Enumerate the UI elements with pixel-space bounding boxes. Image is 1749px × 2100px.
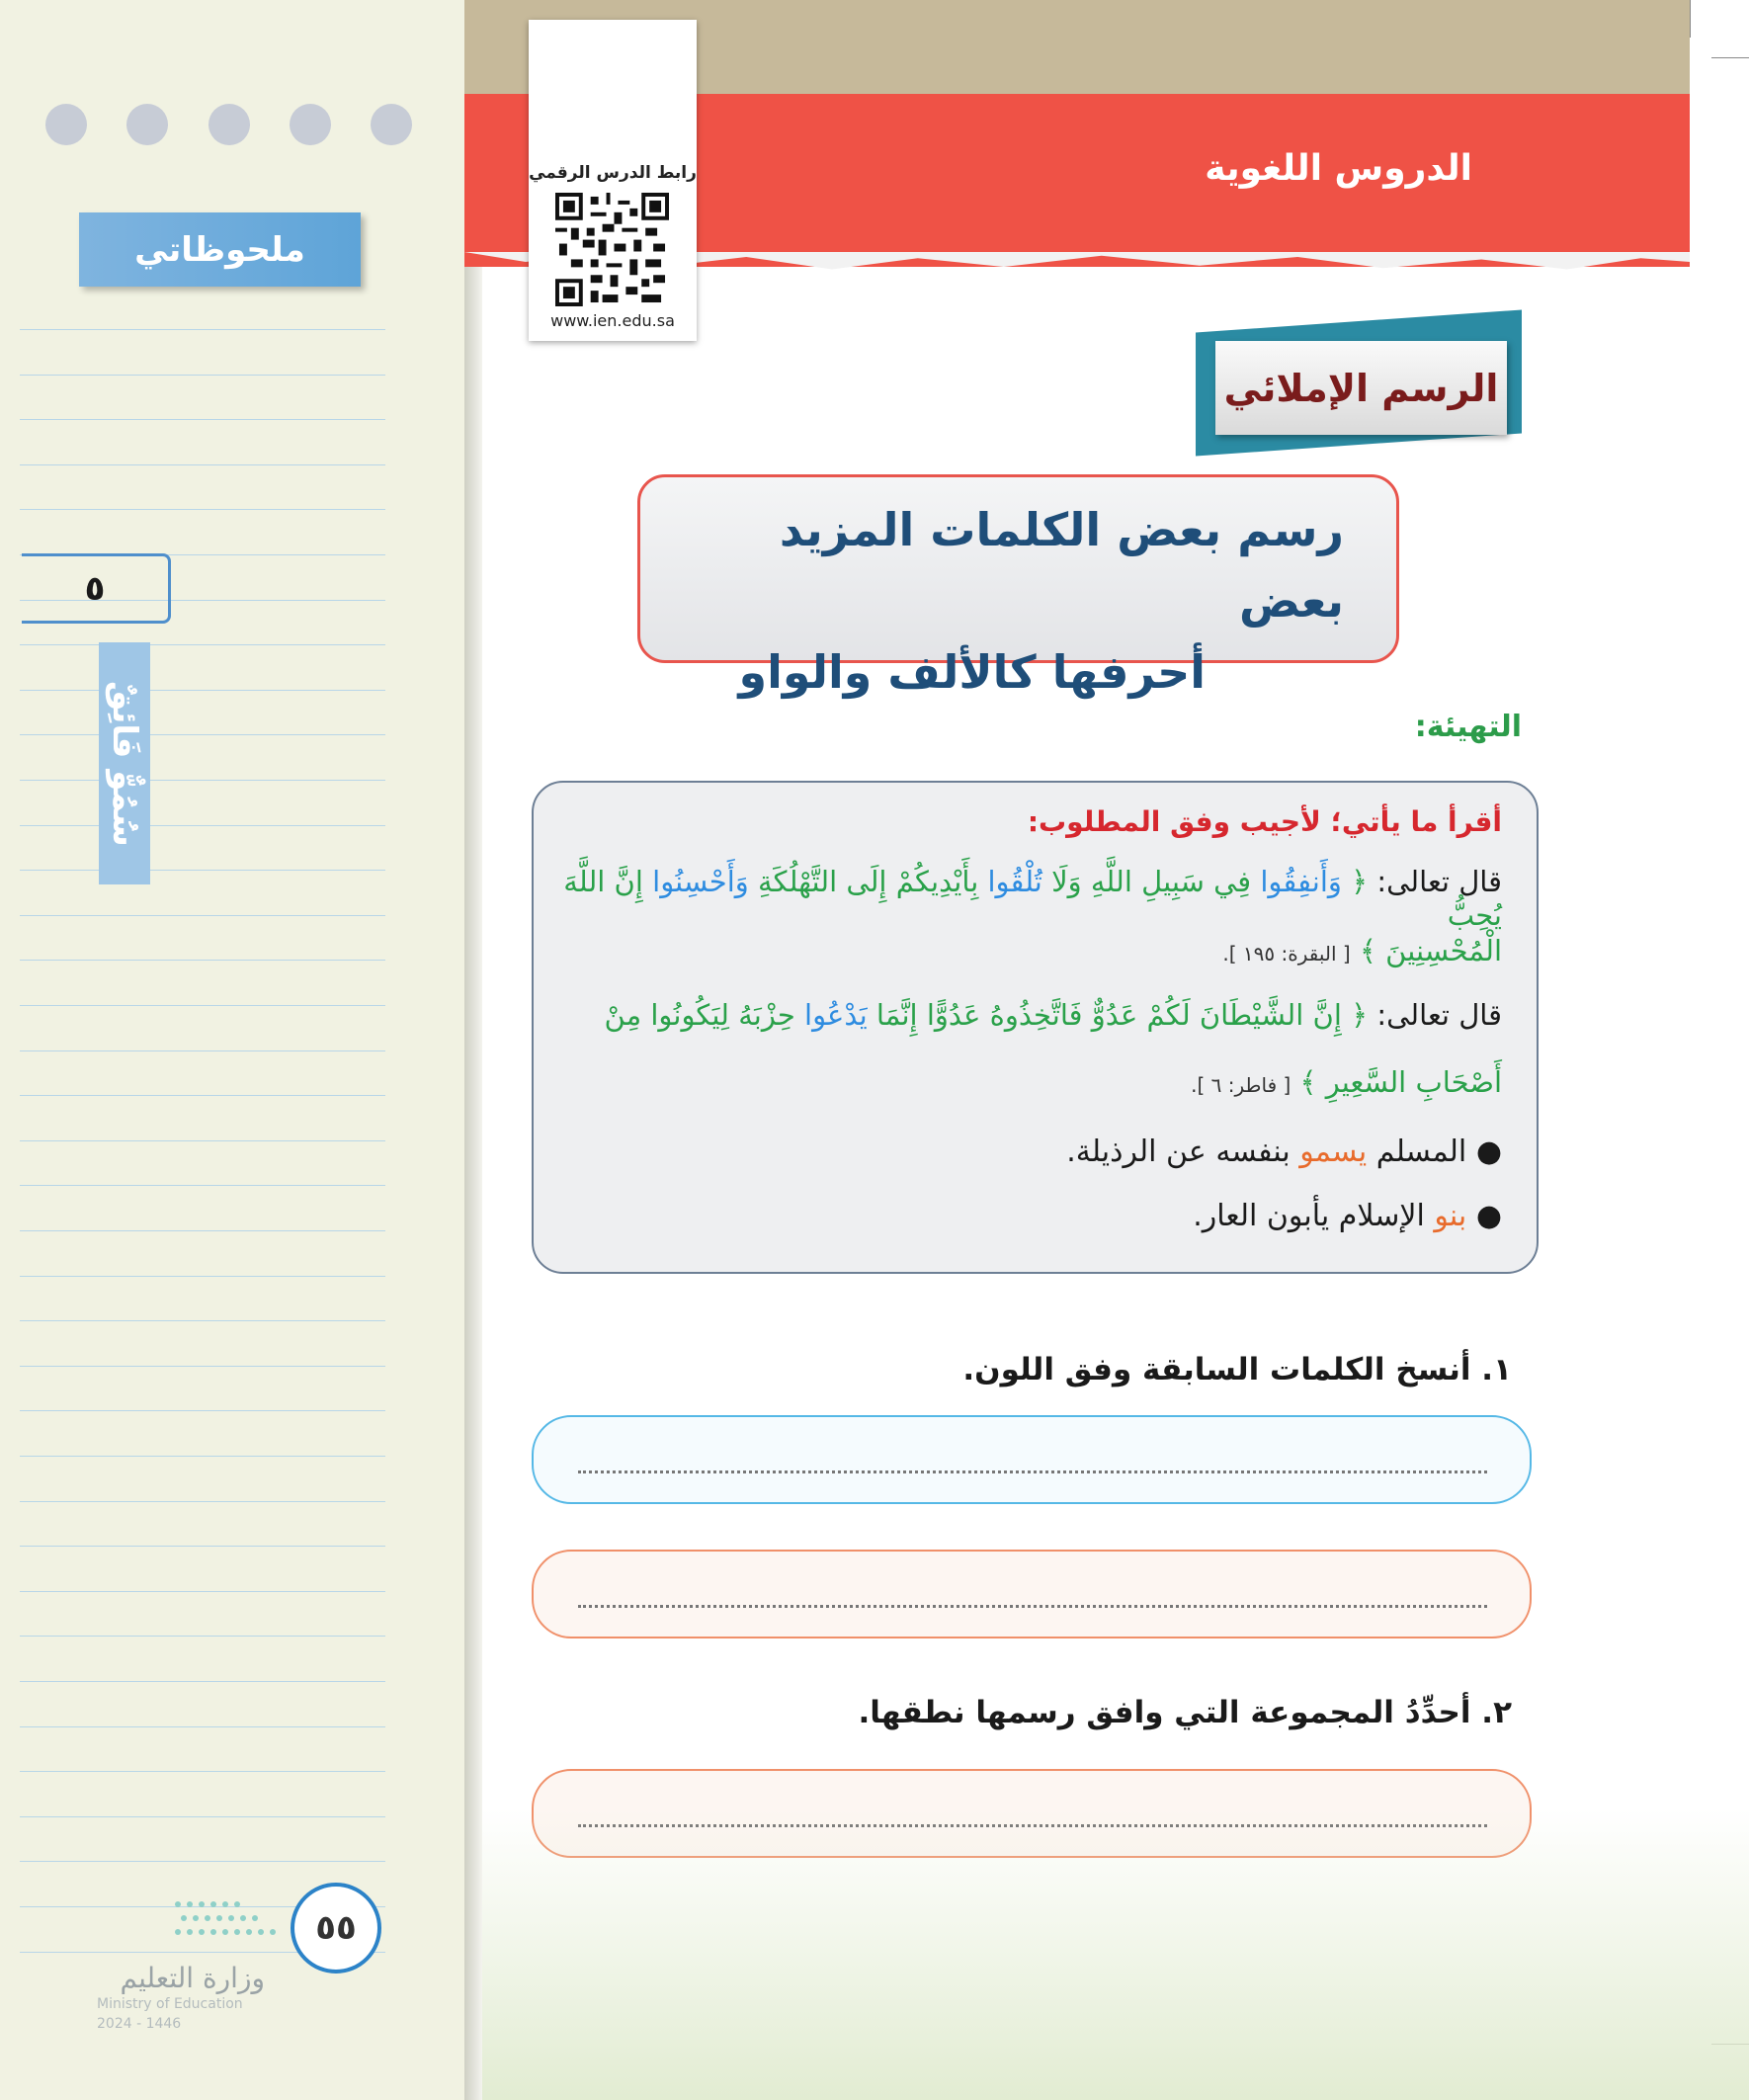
note-line [20, 329, 385, 330]
note-line [20, 870, 385, 871]
note-line [20, 375, 385, 376]
note-line [20, 1005, 385, 1006]
lesson-title [692, 494, 1344, 699]
sidebar-fold-shadow [464, 0, 482, 2100]
note-line [20, 1636, 385, 1637]
note-line [20, 690, 385, 691]
qr-url[interactable]: www.ien.edu.sa [550, 311, 675, 330]
note-line [20, 1456, 385, 1457]
warmup-label: التهيئة: [1414, 710, 1522, 744]
ministry-name-en: Ministry of Education [97, 1996, 243, 2012]
crop-mark [1711, 57, 1749, 58]
topic-badge: الرسم الإملائي [1215, 341, 1507, 435]
note-line [20, 1861, 385, 1862]
question-1: ١. أنسخ الكلمات السابقة وفق اللون. [962, 1352, 1512, 1387]
bullet-item-2: ● بنو الإسلام يأبون العار. [1193, 1199, 1502, 1233]
note-line [20, 734, 385, 735]
verse-2-line-2: أَصْحَابِ السَّعِيرِ ﴾ [ فاطر: ٦ ]. [1191, 1065, 1502, 1099]
note-line [20, 960, 385, 961]
note-line [20, 644, 385, 645]
note-line [20, 1230, 385, 1231]
note-line [20, 1546, 385, 1547]
note-line [20, 780, 385, 781]
note-line [20, 1681, 385, 1682]
note-line [20, 825, 385, 826]
edition-year: 2024 - 1446 [97, 2016, 182, 2032]
ministry-name-ar: وزارة التعليم [120, 1962, 265, 1994]
verse-1-line-2: الْمُحْسِنِينَ ﴾ [ البقرة: ١٩٥ ]. [1222, 934, 1502, 967]
lesson-title-line-2: أحرفها كالألف والواو [738, 645, 1206, 699]
verse-2-citation: [ فاطر: ٦ ]. [1191, 1073, 1291, 1097]
verse-1-citation: [ البقرة: ١٩٥ ]. [1222, 942, 1351, 966]
bullet-item-1: ● المسلم يسمو بنفسه عن الرذيلة. [1066, 1134, 1502, 1169]
qr-caption: رابط الدرس الرقمي [529, 163, 697, 183]
unit-number: ٥ [22, 553, 171, 624]
note-line [20, 1140, 385, 1141]
bullet-icon: ● [1475, 1199, 1502, 1233]
answer-dotted-line [578, 1451, 1487, 1473]
note-line [20, 1410, 385, 1411]
note-line [20, 1276, 385, 1277]
verse-2-line-1: قال تعالى: ﴿ إِنَّ الشَّيْطَانَ لَكُمْ عَدُوٌّ فَاتَّخِذُوهُ عَدُوًّا إِنَّمَا يَدْعُوا حِزْبَهُ لِيَكُونُوا مِنْ [604, 998, 1502, 1032]
lesson-title-line-1: رسم بعض الكلمات المزيد بعض [779, 503, 1344, 628]
binder-hole [126, 104, 168, 145]
section-title: الدروس اللغوية [1205, 148, 1472, 189]
verse-1-line-1: قال تعالى: ﴿ وَأَنفِقُوا فِي سَبِيلِ اللَّهِ وَلَا تُلْقُوا بِأَيْدِيكُمْ إِلَى التَّهْلُكَةِ وَأَحْسِنُوا إِنَّ اللَّهَ يُحِبُّ [563, 865, 1502, 932]
unit-title: سُمُوٌّ فَائِقٌ [105, 680, 144, 847]
question-2: ٢. أحدِّدُ المجموعة التي وافق رسمها نطقها. [858, 1695, 1512, 1730]
note-line [20, 1816, 385, 1817]
ministry-logo-dots-icon [168, 1892, 287, 1952]
answer-dotted-line [578, 1585, 1487, 1608]
bullet-icon: ● [1475, 1134, 1502, 1169]
note-line [20, 1320, 385, 1321]
note-line [20, 419, 385, 420]
note-line [20, 1591, 385, 1592]
note-line [20, 1095, 385, 1096]
reading-instruction: أقرأ ما يأتي؛ لأجيب وفق المطلوب: [1027, 805, 1502, 838]
qr-code-icon[interactable] [555, 193, 669, 306]
note-line [20, 464, 385, 465]
binder-hole [371, 104, 412, 145]
note-line [20, 1501, 385, 1502]
note-line [20, 1726, 385, 1727]
binder-hole [45, 104, 87, 145]
page-number: ٥٥ [291, 1883, 381, 1974]
note-line [20, 1185, 385, 1186]
note-line [20, 1050, 385, 1051]
note-line [20, 1771, 385, 1772]
bottom-green-wash [482, 1808, 1749, 2100]
binder-hole [208, 104, 250, 145]
note-line [20, 1366, 385, 1367]
notes-label: ملحوظاتي [79, 212, 361, 287]
crop-mark [1690, 0, 1691, 38]
note-line [20, 509, 385, 510]
note-line [20, 915, 385, 916]
binder-hole [290, 104, 331, 145]
